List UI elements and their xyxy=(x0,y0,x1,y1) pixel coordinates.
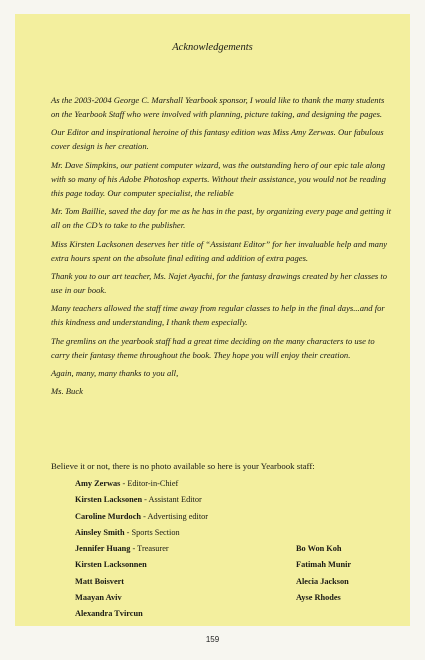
staff-intro: Believe it or not, there is no photo available so here is your Yearbook staff: xyxy=(51,461,315,471)
page-panel xyxy=(15,14,410,626)
staff-name: Jennifer Huang xyxy=(75,544,131,554)
staff-list-right xyxy=(296,541,406,606)
staff-row xyxy=(75,492,295,508)
paragraph: As the 2003-2004 George C. Marshall Yearbook sponsor, I would like to thank the many students on the Yearbook Staff who were involved with planning, picture taking, and designing the pages. xyxy=(51,95,385,120)
staff-row xyxy=(75,606,295,622)
staff-name: Bo Won Koh xyxy=(296,544,342,553)
staff-row xyxy=(296,574,406,590)
staff-role: - Advertising editor xyxy=(141,511,209,521)
staff-row xyxy=(75,476,295,492)
staff-list-left xyxy=(75,476,295,623)
page-title: Acknowledgements xyxy=(172,42,253,53)
staff-row xyxy=(296,590,406,606)
staff-role: - Treasurer xyxy=(130,544,169,554)
staff-name: Alecia Jackson xyxy=(296,576,349,586)
signature: Ms. Buck xyxy=(51,386,83,397)
paragraph: Mr. Tom Baillie, saved the day for me as he has in the past, by organizing every page and getting it all on the CD’s to take to the publisher. xyxy=(51,206,391,231)
staff-row xyxy=(75,574,295,590)
staff-row xyxy=(75,509,295,525)
staff-row xyxy=(75,525,295,541)
staff-name: Kirsten Lacksonen xyxy=(75,495,143,505)
staff-row xyxy=(75,541,295,557)
page-number: 159 xyxy=(205,635,220,644)
staff-name: Ainsley Smith xyxy=(75,527,125,537)
staff-role: - Sports Section xyxy=(124,527,180,537)
staff-role: - Editor-in-Chief xyxy=(120,479,179,488)
staff-name: Ayse Rhodes xyxy=(296,592,341,602)
paragraph: The gremlins on the yearbook staff had a great time deciding on the many characters to use to carry their fantasy theme throughout the book. They hope you will enjoy their creation. xyxy=(51,335,375,360)
staff-name: Matt Boisvert xyxy=(75,576,125,586)
paragraph: Many teachers allowed the staff time away from regular classes to help in the final days...and for this kindness and understanding, I thank them especially. xyxy=(51,303,385,328)
acknowledgement-letter xyxy=(51,93,393,403)
staff-row xyxy=(296,557,406,573)
staff-name: Alexandra Tvircun xyxy=(75,609,143,619)
staff-name: Fatimah Munir xyxy=(296,560,352,570)
staff-row xyxy=(75,557,295,573)
paragraph: Miss Kirsten Lacksonen deserves her title of “Assistant Editor” for her invaluable help and many extra hours spent on the absolute final editing and addition of extra pages. xyxy=(51,238,388,263)
staff-name: Amy Zerwas xyxy=(75,479,121,488)
paragraph: Thank you to our art teacher, Ms. Najet Ayachi, for the fantasy drawings created by her classes to use in our book. xyxy=(51,270,388,296)
staff-row xyxy=(296,541,406,557)
paragraph: Our Editor and inspirational heroine of this fantasy edition was Miss Amy Zerwas. Our fabulous cover design is her creation. xyxy=(51,127,384,152)
staff-row xyxy=(75,590,295,606)
staff-name: Maayan Aviv xyxy=(75,593,122,603)
staff-name: Caroline Murdoch xyxy=(75,511,141,521)
paragraph: Mr. Dave Simpkins, our patient computer wizard, was the outstanding hero of our epic tale along with so many of his Adobe Photoshop experts. Without their assistance, you would not be reading this page today. Our computer specialist, the reliable xyxy=(51,159,386,198)
staff-role: - Assistant Editor xyxy=(142,495,202,505)
staff-name: Kirsten Lacksonnen xyxy=(75,560,147,570)
closing-line: Again, many, many thanks to you all, xyxy=(51,368,179,379)
